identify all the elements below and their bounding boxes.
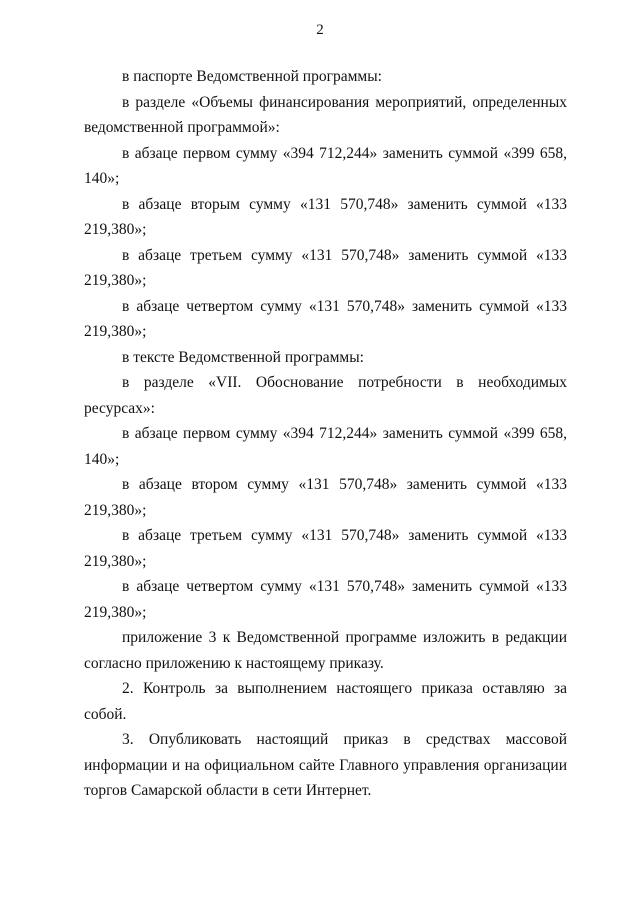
paragraph-fourth-amount: в абзаце четвертом сумму «131 570,748» заменить суммой «133 219,380»; [84, 297, 567, 340]
paragraph-item-2: 2. Контроль за выполнением настоящего приказа оставляю за собой. [84, 680, 567, 723]
paragraph-section-vii: в разделе «VII. Обоснование потребности в необходимых ресурсах»: [84, 374, 567, 417]
paragraph-third-amount: в абзаце третьем сумму «131 570,748» заменить суммой «133 219,380»; [84, 246, 567, 289]
document-body [84, 64, 567, 804]
page-number: 2 [316, 22, 324, 38]
paragraph-text-heading: в тексте Ведомственной программы: [122, 348, 364, 366]
paragraph-third-amount-2: в абзаце третьем сумму «131 570,748» заменить суммой «133 219,380»; [84, 527, 567, 570]
paragraph-funding-section: в разделе «Объемы финансирования мероприятий, определенных ведомственной программой»: [84, 93, 567, 136]
paragraph-appendix: приложение 3 к Ведомственной программе изложить в редакции согласно приложению к настоящему приказу. [84, 629, 567, 672]
paragraph-second-amount-2: в абзаце втором сумму «131 570,748» заменить суммой «133 219,380»; [84, 476, 567, 519]
paragraph-first-amount: в абзаце первом сумму «394 712,244» заменить суммой «399 658, 140»; [84, 144, 567, 187]
paragraph-first-amount-2: в абзаце первом сумму «394 712,244» заменить суммой «399 658, 140»; [84, 425, 567, 468]
paragraph-second-amount: в абзаце вторым сумму «131 570,748» заменить суммой «133 219,380»; [84, 195, 567, 238]
paragraph-fourth-amount-2: в абзаце четвертом сумму «131 570,748» заменить суммой «133 219,380»; [84, 578, 567, 621]
paragraph-passport-heading: в паспорте Ведомственной программы: [122, 68, 382, 85]
paragraph-item-3: 3. Опубликовать настоящий приказ в средствах массовой информации и на официальном сайте Главного управления организации торгов Самарской области в сети Интернет. [84, 731, 567, 799]
